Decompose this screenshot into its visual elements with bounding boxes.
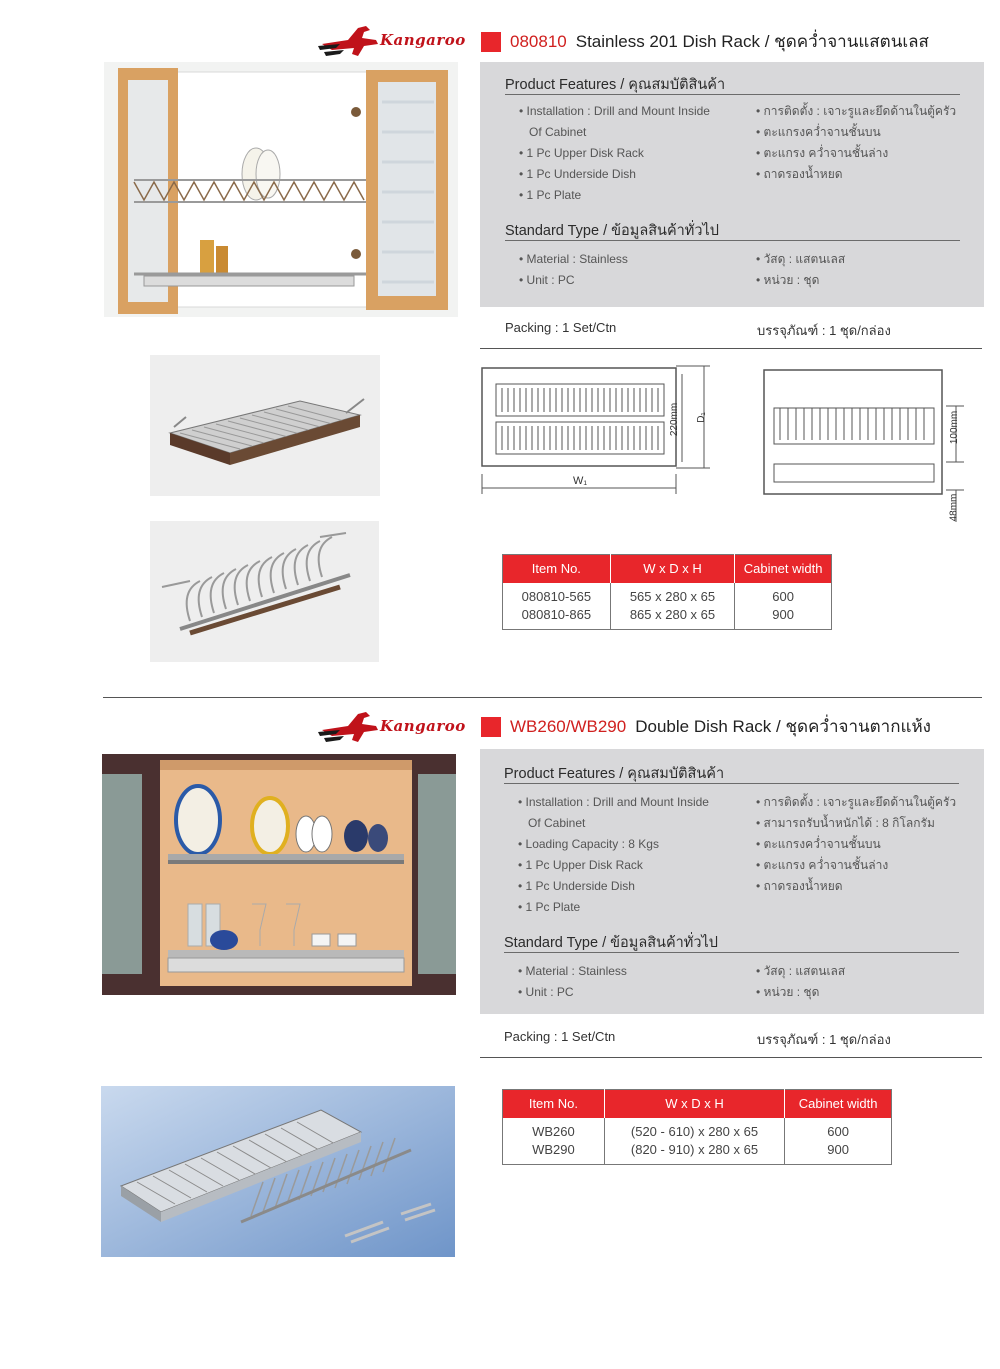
divider [504, 783, 959, 784]
dimension-rack-height-label: 100mm [949, 410, 961, 445]
divider [505, 94, 960, 95]
table-row [503, 1141, 892, 1165]
features-en-list [519, 101, 710, 206]
cell-cabinet-width: 600 [772, 588, 794, 604]
feature-item: • Installation : Drill and Mount Inside [519, 104, 710, 118]
packing-th: บรรจุภัณฑ์ : 1 ชุด/กล่อง [757, 1032, 891, 1047]
cell-item-no: 080810-565 [503, 583, 611, 607]
header-cabinet-width: Cabinet width [735, 555, 832, 583]
feature-item: • การติดตั้ง : เจาะรูและยึดด้านในตู้ครัว [756, 795, 957, 809]
dimension-tray-height-label: 48mm [948, 493, 960, 522]
cell-cabinet-width: 900 [827, 1142, 849, 1157]
standard-item: • หน่วย : ชุด [756, 273, 820, 287]
spec-table [502, 1089, 892, 1165]
rack-photo-top [150, 355, 380, 496]
standard-item: • Material : Stainless [518, 964, 627, 978]
dimension-width-label: W₁ [573, 475, 588, 487]
feature-item: • 1 Pc Plate [518, 900, 581, 914]
feature-item: • 1 Pc Underside Dish [518, 879, 635, 893]
standard-item: • Material : Stainless [519, 252, 628, 266]
divider [480, 1057, 982, 1058]
table-row [503, 1118, 892, 1142]
diagram-front-view [478, 362, 718, 498]
divider [504, 952, 959, 953]
kangaroo-logo [318, 708, 466, 748]
cell-dimensions: 865 x 280 x 65 [610, 606, 735, 630]
feature-item: Of Cabinet [528, 816, 586, 830]
features-heading: Product Features / คุณสมบัติสินค้า [504, 766, 725, 782]
kangaroo-logo [318, 22, 466, 62]
feature-item: • Installation : Drill and Mount Inside [518, 795, 709, 809]
cell-cabinet-width: 600 [827, 1123, 849, 1139]
table-row [503, 606, 832, 630]
features-th-list [756, 792, 956, 897]
feature-item: Of Cabinet [529, 125, 587, 139]
cell-dimensions: (520 - 610) x 280 x 65 [604, 1118, 784, 1142]
double-rack-cabinet-photo [102, 754, 456, 995]
feature-item: • การติดตั้ง : เจาะรูและยึดด้านในตู้ครัว [756, 104, 957, 118]
diagram-side-view [760, 366, 970, 526]
standard-item: • วัสดุ : แสตนเลส [756, 964, 846, 978]
brand-name: Kangaroo [380, 31, 466, 49]
standard-th-list [756, 961, 845, 1003]
divider [480, 348, 982, 349]
standard-en-list [519, 249, 628, 291]
title-marker [481, 32, 501, 52]
standard-th-list [756, 249, 845, 291]
feature-item: • ถาดรองน้ำหยด [756, 879, 843, 893]
product-name: Stainless 201 Dish Rack / ชุดคว่ำจานแสตนเลส [575, 32, 929, 51]
product-code: WB260/WB290 [510, 716, 627, 736]
table-row [503, 583, 832, 607]
header-cabinet-width: Cabinet width [785, 1090, 892, 1118]
kangaroo-logo-mark [318, 22, 382, 62]
features-heading: Product Features / คุณสมบัติสินค้า [505, 77, 726, 93]
header-dimensions: W x D x H [604, 1090, 784, 1118]
features-en-list [518, 792, 709, 918]
packing-en: Packing : 1 Set/Ctn [504, 1029, 616, 1044]
feature-item: • ตะแกรงคว่ำจานชั้นบน [756, 837, 881, 851]
header-item-no: Item No. [503, 1090, 605, 1118]
header-dimensions: W x D x H [610, 555, 735, 583]
cell-cabinet-width: 900 [772, 607, 794, 622]
packing-en: Packing : 1 Set/Ctn [505, 320, 617, 335]
feature-item: • 1 Pc Upper Disk Rack [518, 858, 643, 872]
feature-item: • ตะแกรง คว่ำจานชั้นล่าง [756, 858, 889, 872]
feature-item: • ถาดรองน้ำหยด [756, 167, 843, 181]
standard-item: • หน่วย : ชุด [756, 985, 820, 999]
standard-heading: Standard Type / ข้อมูลสินค้าทั่วไป [505, 223, 720, 239]
cell-dimensions: 565 x 280 x 65 [610, 583, 735, 607]
standard-item: • Unit : PC [518, 985, 574, 999]
dimension-depth-label: D₁ [695, 412, 707, 423]
kangaroo-logo-mark [318, 708, 382, 748]
feature-item: • สามารถรับน้ำหนักได้ : 8 กิโลกรัม [756, 816, 935, 830]
double-rack-photo [101, 1086, 455, 1257]
rack-photo-bottom [150, 521, 379, 662]
product-title [481, 28, 929, 55]
cell-item-no: WB260 [503, 1118, 605, 1142]
feature-item: • ตะแกรง คว่ำจานชั้นล่าง [756, 146, 889, 160]
feature-item: • ตะแกรงคว่ำจานชั้นบน [756, 125, 881, 139]
section-divider [103, 697, 982, 698]
product-name: Double Dish Rack / ชุดคว่ำจานตากแห้ง [635, 717, 931, 736]
cell-item-no: 080810-865 [503, 606, 611, 630]
feature-item: • 1 Pc Underside Dish [519, 167, 636, 181]
standard-item: • Unit : PC [519, 273, 575, 287]
brand-name: Kangaroo [380, 717, 466, 735]
feature-item: • 1 Pc Upper Disk Rack [519, 146, 644, 160]
divider [505, 240, 960, 241]
feature-item: • 1 Pc Plate [519, 188, 582, 202]
standard-heading: Standard Type / ข้อมูลสินค้าทั่วไป [504, 935, 719, 951]
standard-en-list [518, 961, 627, 1003]
cell-dimensions: (820 - 910) x 280 x 65 [604, 1141, 784, 1165]
dimension-height-label: 220mm [669, 402, 681, 437]
product-title [481, 713, 931, 740]
standard-item: • วัสดุ : แสตนเลส [756, 252, 846, 266]
spec-table [502, 554, 832, 630]
features-th-list [756, 101, 956, 185]
cabinet-photo [104, 62, 458, 317]
header-item-no: Item No. [503, 555, 611, 583]
product-code: 080810 [510, 31, 567, 51]
title-marker [481, 717, 501, 737]
feature-item: • Loading Capacity : 8 Kgs [518, 837, 659, 851]
packing-th: บรรจุภัณฑ์ : 1 ชุด/กล่อง [757, 323, 891, 338]
cell-item-no: WB290 [503, 1141, 605, 1165]
